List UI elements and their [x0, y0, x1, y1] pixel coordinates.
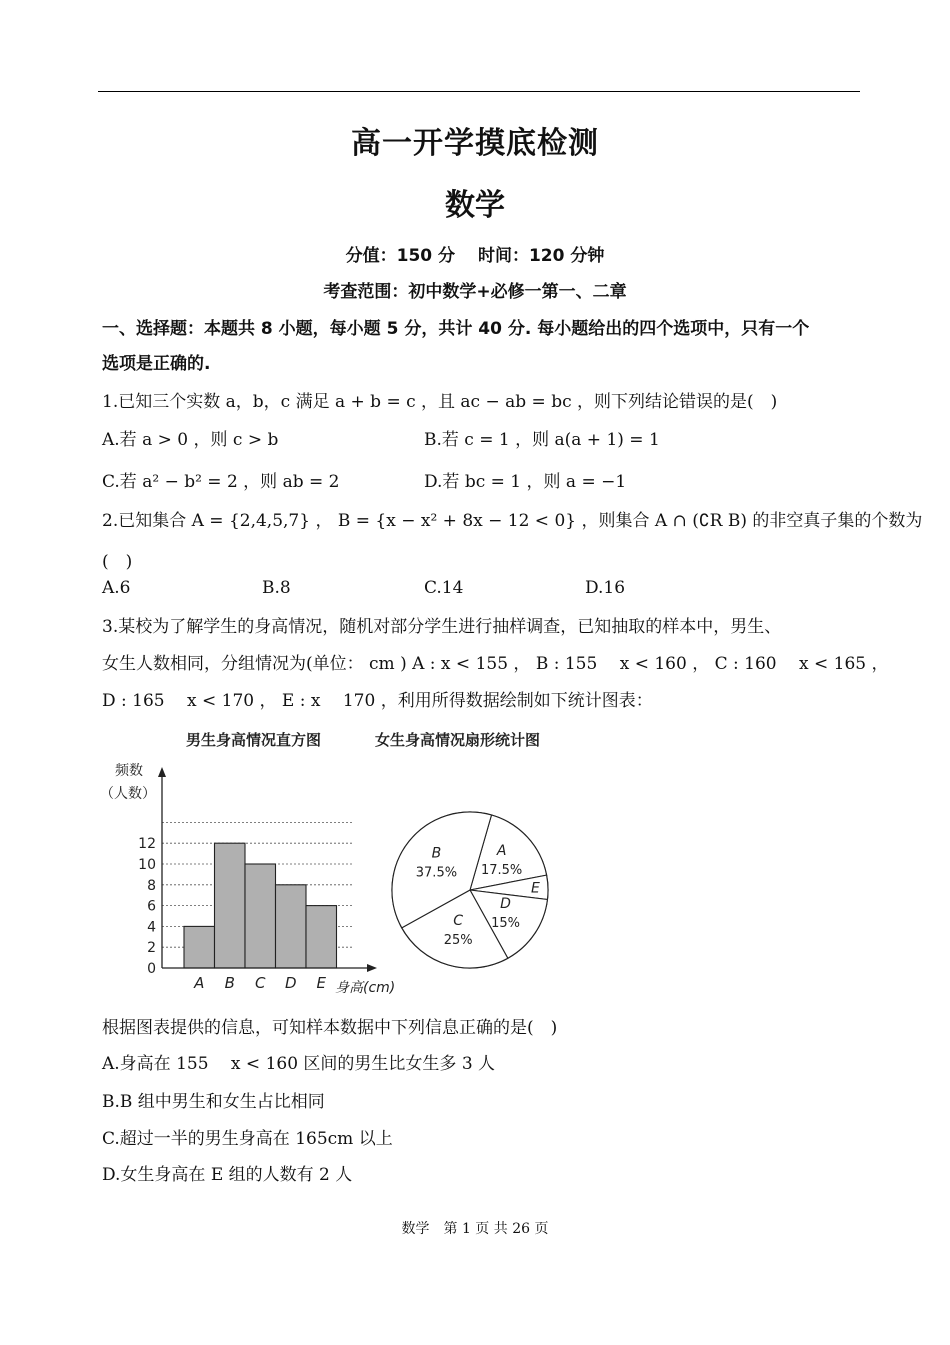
q1-option-a: A.若 a > 0 ，则 c > b	[102, 430, 279, 450]
q3-stem-line2: 女生人数相同，分组情况为(单位： cm ) A : x < 155 ， B : 155 x < 160 ， C : 160 x < 165 ，	[102, 654, 889, 674]
exam-title: 高一开学摸底检测	[351, 126, 599, 161]
q2-option-c: C.14	[424, 578, 464, 598]
subject-title: 数学	[445, 188, 505, 223]
male-height-histogram	[100, 755, 400, 1000]
q3-option-b: B.B 组中男生和女生占比相同	[102, 1092, 325, 1112]
pie-percent-D: 15%	[491, 915, 521, 931]
pie-percent-C: 25%	[443, 933, 473, 949]
histogram-ylabel-line1: 频数	[115, 763, 143, 779]
histogram-ylabel-line2: （人数）	[100, 786, 156, 802]
q2-option-a: A.6	[102, 578, 131, 598]
histogram-title: 男生身高情况直方图	[186, 731, 322, 749]
q3-option-d: D.女生身高在 E 组的人数有 2 人	[102, 1165, 353, 1185]
q3-stem-line3: D : 165 x < 170 ， E : x 170 ，利用所得数据绘制如下统计图表：	[102, 691, 653, 711]
q3-question: 根据图表提供的信息，可知样本数据中下列信息正确的是( )	[102, 1018, 558, 1038]
pie-label-B: B	[431, 845, 442, 862]
q2-option-d: D.16	[585, 578, 626, 598]
histogram-bar-D	[276, 885, 307, 968]
histogram-ytick-6: 6	[147, 898, 156, 915]
histogram-bar-C	[245, 864, 276, 968]
histogram-ytick-12: 12	[138, 836, 156, 853]
section-heading-line2: 选项是正确的.	[102, 354, 211, 374]
histogram-bar-B	[215, 843, 246, 968]
pie-label-A: A	[496, 843, 507, 860]
score-time-line: 分值：150 分 时间：120 分钟	[345, 246, 605, 266]
q2-stem-line1: 2.已知集合 A = {2,4,5,7} ， B = {x − x² + 8x − 12 < 0} ，则集合 A ∩ (∁R B) 的非空真子集的个数为	[102, 511, 923, 531]
pie-percent-A: 17.5%	[480, 863, 523, 879]
histogram-bar-E	[306, 906, 337, 968]
q3-option-a: A.身高在 155 x < 160 区间的男生比女生多 3 人	[102, 1054, 496, 1074]
header-rule	[98, 91, 860, 92]
pie-percent-B: 37.5%	[415, 865, 458, 881]
section-heading-line1: 一、选择题：本题共 8 小题，每小题 5 分，共计 40 分. 每小题给出的四个选项中，只有一个	[102, 319, 810, 339]
histogram-ytick-2: 2	[147, 940, 156, 957]
scope-line: 考查范围：初中数学+必修一第一、二章	[323, 282, 627, 302]
histogram-ytick-0: 0	[147, 961, 156, 977]
q1-option-d: D.若 bc = 1 ，则 a = −1	[424, 472, 627, 492]
histogram-xlabel: 身高(cm)	[335, 980, 396, 996]
q2-stem-line2: ( )	[102, 552, 133, 572]
histogram-xtick-E: E	[316, 974, 326, 992]
q1-option-b: B.若 c = 1 ，则 a(a + 1) = 1	[424, 430, 660, 450]
page-footer: 数学 第 1 页 共 26 页	[401, 1221, 549, 1237]
histogram-y-arrow	[158, 767, 166, 777]
q2-option-b: B.8	[262, 578, 291, 598]
histogram-x-arrow	[367, 964, 377, 972]
histogram-xtick-C: C	[255, 974, 266, 992]
histogram-bar-A	[184, 926, 215, 968]
q3-stem-line1: 3.某校为了解学生的身高情况，随机对部分学生进行抽样调查，已知抽取的样本中，男生、	[102, 617, 782, 637]
histogram-xtick-A: A	[194, 974, 205, 992]
female-height-pie-chart	[385, 805, 555, 975]
histogram-xtick-D: D	[284, 974, 297, 992]
histogram-ytick-8: 8	[147, 877, 156, 894]
pie-label-C: C	[453, 913, 464, 930]
q3-option-c: C.超过一半的男生身高在 165cm 以上	[102, 1129, 393, 1149]
histogram-xtick-B: B	[224, 974, 235, 992]
pie-title: 女生身高情况扇形统计图	[375, 731, 541, 749]
histogram-ytick-10: 10	[138, 857, 156, 873]
histogram-ytick-4: 4	[147, 919, 156, 936]
pie-label-D: D	[500, 895, 511, 912]
q1-stem: 1.已知三个实数 a，b，c 满足 a + b = c ，且 ac − ab = bc ，则下列结论错误的是( )	[102, 392, 778, 412]
pie-label-E: E	[531, 880, 540, 897]
q1-option-c: C.若 a² − b² = 2 ，则 ab = 2	[102, 472, 340, 492]
